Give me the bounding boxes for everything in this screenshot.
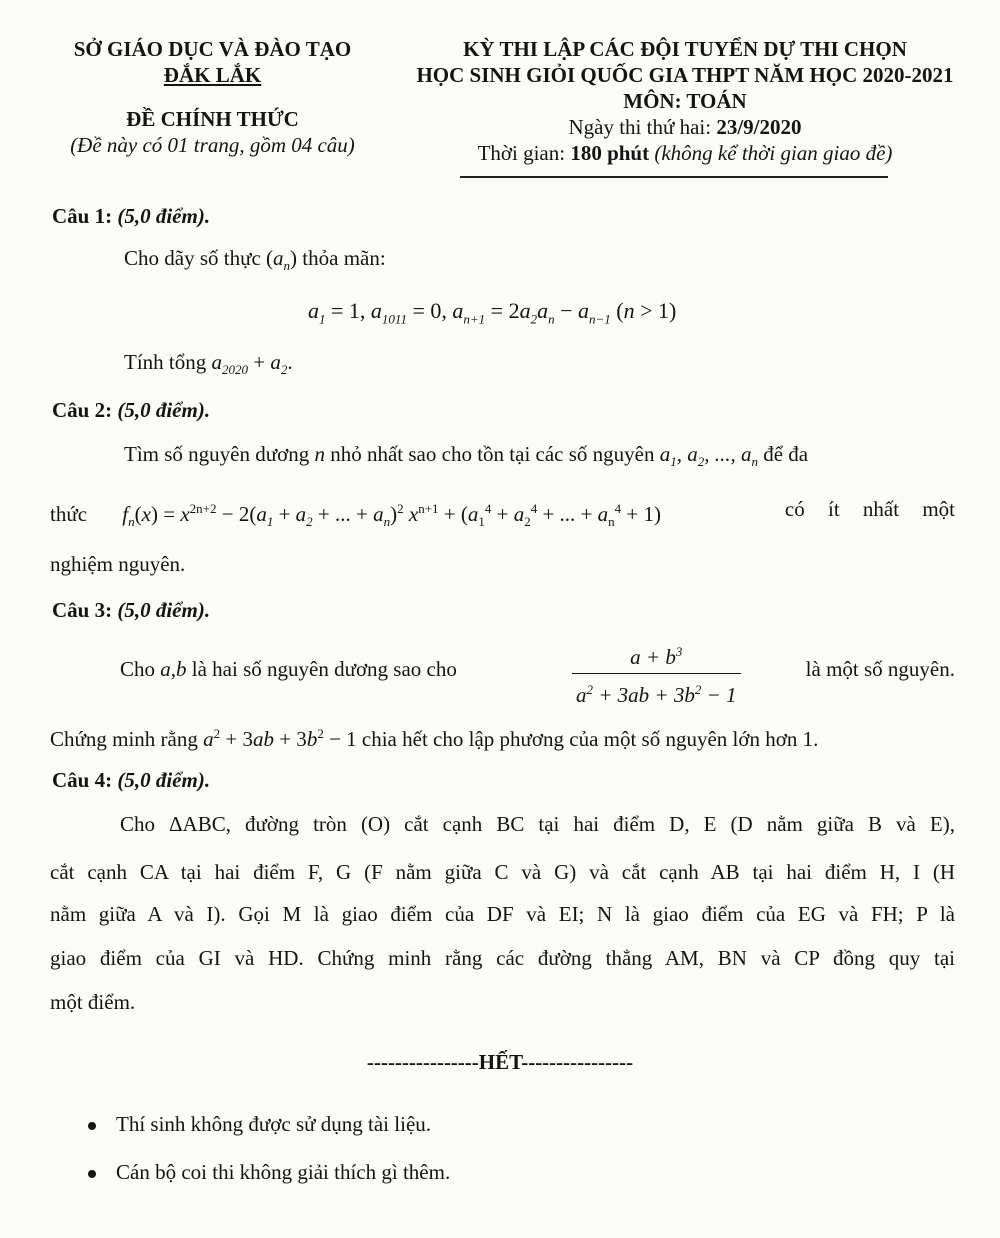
- bullet-icon: [88, 1122, 96, 1130]
- question-4-title: Câu 4: (5,0 điểm).: [52, 768, 211, 792]
- province-name: ĐẮK LẮK: [163, 63, 262, 87]
- question-3-line1: Cho a,b là hai số nguyên dương sao cho $\frac{a + b^3}{a^2 + 3ab + 3b^2 - 1}$ là một số nguyên.: [120, 638, 955, 700]
- page-count-note: (Đề này có 01 trang, gồm 04 câu): [70, 133, 355, 157]
- exam-title-line1: KỲ THI LẬP CÁC ĐỘI TUYỂN DỰ THI CHỌN: [463, 37, 907, 61]
- exam-duration: Thời gian: 180 phút (không kể thời gian giao đề): [477, 141, 893, 165]
- question-2-line3: nghiệm nguyên.: [50, 552, 186, 576]
- question-4-line2: cắt cạnh CA tại hai điểm F, G (F nằm giữa C và G) và cắt cạnh AB tại hai điểm H, I (H: [50, 860, 955, 884]
- question-1-ask: Tính tổng $a_{2020} + a_2$.: [124, 350, 293, 378]
- question-4-line3: nằm giữa A và I). Gọi M là giao điểm của DF và EI; N là giao điểm của EG và FH; P là: [50, 902, 955, 926]
- end-marker: ----------------HẾT----------------: [366, 1050, 634, 1074]
- subject-label: MÔN: TOÁN: [623, 89, 747, 113]
- question-1-intro: Cho dãy số thực $(a_n)$ thỏa mãn:: [124, 246, 386, 274]
- header-divider: [460, 176, 888, 178]
- department-name: SỞ GIÁO DỤC VÀ ĐÀO TẠO: [73, 37, 352, 61]
- bullet-icon: [88, 1170, 96, 1178]
- question-4-line1: Cho ΔABC, đường tròn (O) cắt cạnh BC tại hai điểm D, E (D nằm giữa B và E),: [120, 812, 955, 836]
- note-item: Thí sinh không được sử dụng tài liệu.: [88, 1112, 431, 1137]
- question-1-title: Câu 1: (5,0 điểm).: [52, 204, 211, 228]
- question-2-line2: thức $f_n(x) = x^{2n+2} - 2(a_1 + a_2$ + ... + $a_n)^2$ $x^{n+1} + (a_1^4 + a_2^4$ + ... + $a_n^4 + 1$) có ít nhất một: [50, 497, 955, 530]
- question-4-line4: giao điểm của GI và HD. Chứng minh rằng các đường thẳng AM, BN và CP đồng quy tại: [50, 946, 955, 970]
- question-4-line5: một điểm.: [50, 990, 136, 1014]
- exam-title-line2: HỌC SINH GIỎI QUỐC GIA THPT NĂM HỌC 2020-2021: [416, 63, 954, 87]
- question-2-polynomial: $f_n(x) = x^{2n+2} - 2(a_1 + a_2$ + ... + $a_n)^2$ $x^{n+1} + (a_1^4 + a_2^4$ + ... + $a_n^4 + 1$): [122, 501, 661, 530]
- note-item: Cán bộ coi thi không giải thích gì thêm.: [88, 1160, 450, 1185]
- header-left: [40, 36, 385, 158]
- header-right: [405, 36, 965, 166]
- official-label: ĐỀ CHÍNH THỨC: [126, 107, 299, 131]
- question-2-line1: Tìm số nguyên dương n nhỏ nhất sao cho tồn tại các số nguyên $a_1$, $a_2$, ..., $a_n$ để đa: [124, 442, 809, 470]
- question-3-title: Câu 3: (5,0 điểm).: [52, 598, 211, 622]
- question-3-line2: Chứng minh rằng $a^2 + 3ab + 3b^2 - 1$ chia hết cho lập phương của một số nguyên lớn hơn 1.: [50, 726, 819, 751]
- question-1-recurrence: $a_1 = 1$, $a_{1011} = 0$, $a_{n+1} = 2a_2a_n - a_{n-1}$ (n > 1): [308, 298, 677, 327]
- exam-date: Ngày thi thứ hai: 23/9/2020: [568, 115, 802, 139]
- question-2-title: Câu 2: (5,0 điểm).: [52, 398, 211, 422]
- question-3-fraction: $\frac{a + b^3}{a^2 + 3ab + 3b^2 - 1}$: [572, 638, 741, 709]
